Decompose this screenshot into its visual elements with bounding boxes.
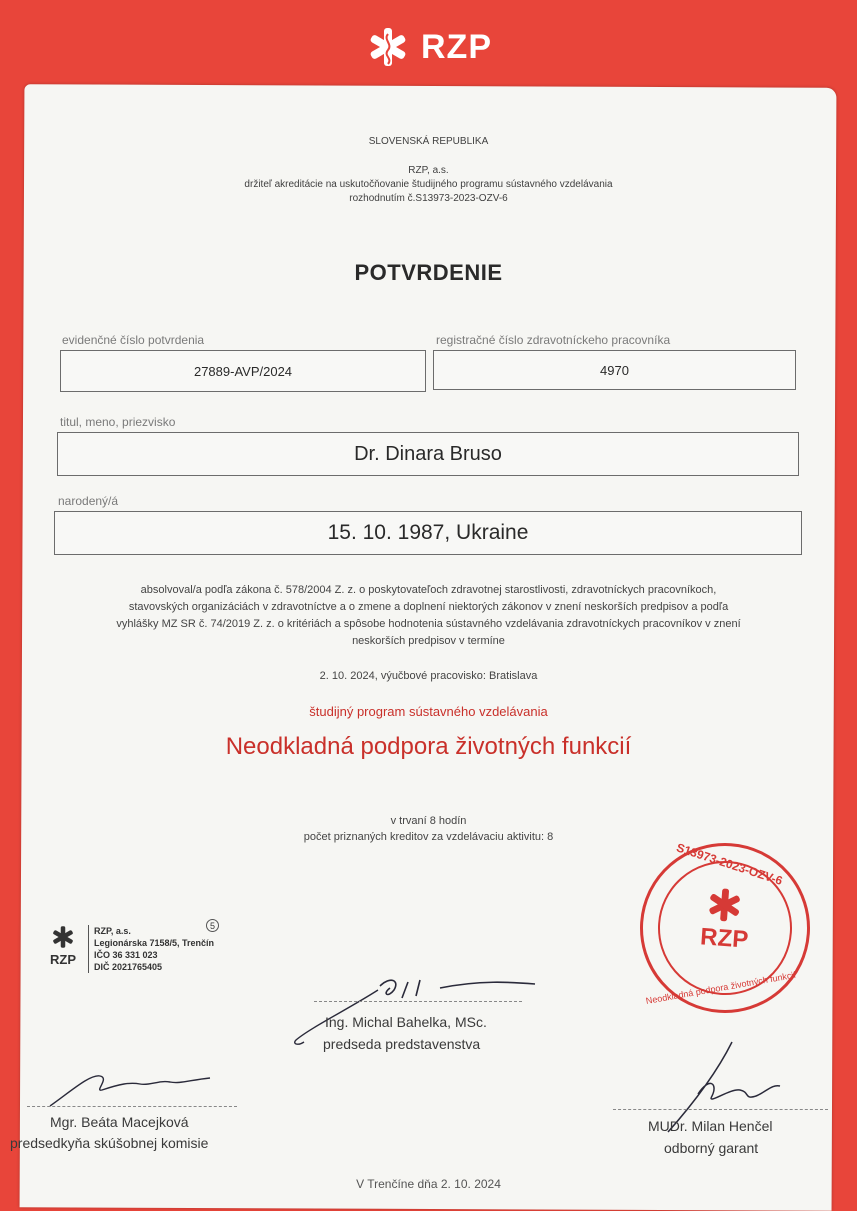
- body-line-2: stavovských organizáciách v zdravotníctve a o zmene a doplnení niektorých zákonov v znení neskorších predpisov a podľa: [128, 601, 729, 613]
- guarantor-signature-line: [613, 1109, 828, 1110]
- program-label: študijný program sústavného vzdelávania: [309, 704, 548, 719]
- mark-badge: 5: [206, 919, 219, 932]
- name-field: [57, 432, 799, 476]
- place-date: V Trenčíne dňa 2. 10. 2024: [356, 1177, 501, 1191]
- body-line-1: absolvoval/a podľa zákona č. 578/2004 Z. z. o poskytovateľoch zdravotnej starostlivosti, zdravotníckych pracovníkoch,: [140, 584, 717, 596]
- accreditation-line: držiteľ akreditácie na uskutočňovanie študijného programu sústavného vzdelávania: [244, 179, 613, 190]
- credits: počet priznaných kreditov za vzdelávaciu aktivitu: 8: [303, 831, 554, 843]
- date-place: 2. 10. 2024, výučbové pracovisko: Bratislava: [319, 670, 538, 682]
- brand-name: RZP: [421, 27, 492, 66]
- stamp-center-text: RZP: [699, 923, 750, 954]
- duration: v trvaní 8 hodín: [390, 815, 467, 827]
- chair-role: predseda predstavenstva: [323, 1036, 481, 1052]
- born-label: narodený/á: [58, 494, 119, 508]
- company-ico: IČO 36 331 023: [94, 950, 158, 960]
- registration-label: registračné číslo zdravotníckeho pracovníka: [436, 333, 671, 347]
- brand-header: [0, 22, 857, 72]
- stamp-side-text: Neodkladná podpora životných funkcií: [645, 969, 797, 1006]
- official-stamp: [634, 837, 815, 1018]
- guarantor-role: odborný garant: [664, 1140, 759, 1156]
- exam-role: predsedkyňa skúšobnej komisie: [10, 1135, 209, 1151]
- confirmation-value: 27889-AVP/2024: [193, 363, 293, 379]
- confirmation-label: evidenčné číslo potvrdenia: [62, 333, 205, 347]
- company-logo-text: RZP: [50, 952, 76, 967]
- exam-signature-line: [27, 1106, 237, 1107]
- stamp-top-text: S13973-2023-OZV-6: [674, 840, 785, 888]
- body-line-3: vyhlášky MZ SR č. 74/2019 Z. z. o kritériách a spôsobe hodnotenia sústavného vzdelávania zdravotníckych pracovníkov v znení: [116, 618, 741, 630]
- company-info: [94, 925, 214, 973]
- confirmation-field: [60, 350, 426, 392]
- page-title: POTVRDENIE: [354, 260, 503, 285]
- exam-name: Mgr. Beáta Macejková: [50, 1114, 189, 1130]
- company-name: RZP, a.s.: [94, 926, 131, 936]
- name-label: titul, meno, priezvisko: [60, 415, 176, 429]
- born-value: 15. 10. 1987, Ukraine: [327, 521, 529, 544]
- company-dic: DIČ 2021765405: [94, 962, 163, 972]
- chair-name: Ing. Michal Bahelka, MSc.: [325, 1014, 487, 1030]
- country-line: SLOVENSKÁ REPUBLIKA: [368, 136, 489, 147]
- program-name: Neodkladná podpora životných funkcií: [225, 733, 632, 760]
- born-field: [54, 511, 802, 555]
- registration-field: [433, 350, 796, 390]
- decision-line: rozhodnutím č.S13973-2023-OZV-6: [349, 193, 508, 204]
- exam-signature: [30, 1062, 240, 1112]
- star-of-life-icon: [50, 925, 76, 949]
- company-line: RZP, a.s.: [408, 165, 449, 176]
- name-value: Dr. Dinara Bruso: [354, 442, 502, 465]
- body-line-4: neskorších predpisov v termíne: [352, 635, 505, 647]
- company-logo: [38, 925, 88, 975]
- star-of-life-icon: [365, 26, 411, 68]
- guarantor-name: MUDr. Milan Henčel: [648, 1118, 773, 1134]
- star-of-life-icon: [703, 886, 745, 925]
- company-address: Legionárska 7158/5, Trenčín: [94, 938, 215, 948]
- registration-value: 4970: [600, 362, 629, 378]
- divider: [88, 925, 89, 973]
- chair-signature-line: [314, 1001, 522, 1002]
